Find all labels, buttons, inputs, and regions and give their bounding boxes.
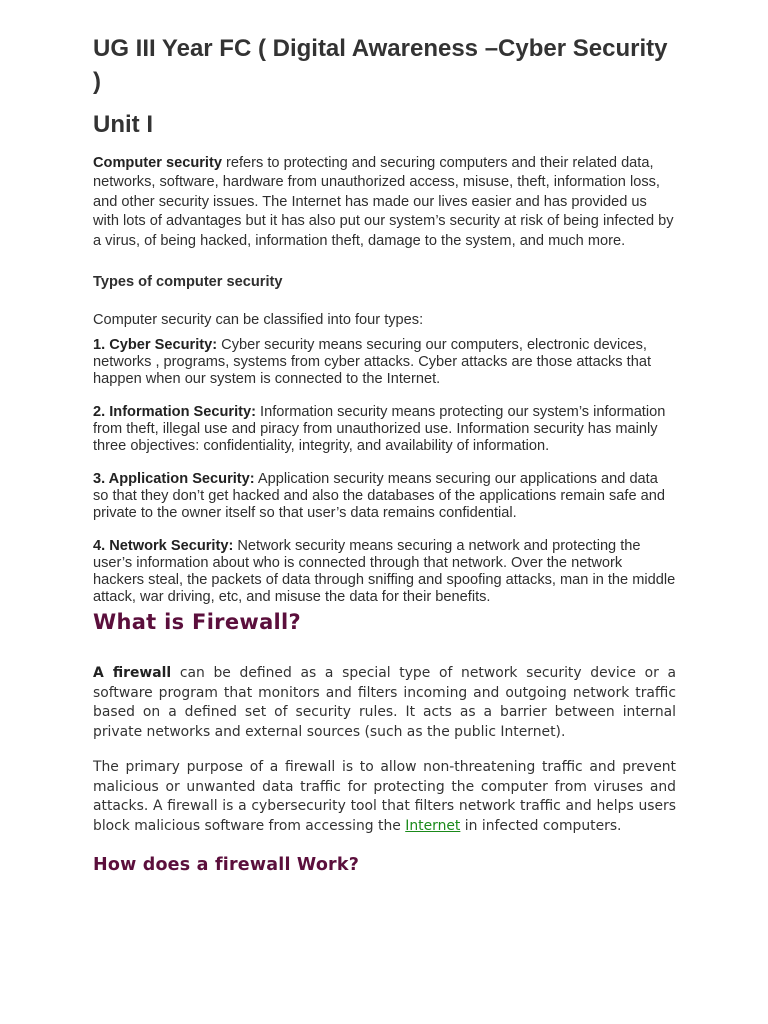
security-type-label: 1. Cyber Security: (93, 337, 218, 354)
intro-text: refers to protecting and securing computers and their related data, networks, software, hardware from unauthorized access, misuse, theft, information loss, and other security issues. The Internet has made our lives easier and has provided us with lots of advantages but it has also put our system’s security at risk of being infected by a virus, of being hacked, information theft, damage to the system, and much more. (93, 155, 674, 249)
internet-link[interactable]: Internet (405, 817, 461, 834)
security-type-text: Network security means securing a network and protecting the user’s information about who is connected through that network. Over the network hackers steal, the packets of data through sniffing and spoofing attacks, man in the middle attack, war driving, etc, and misuse the data for their benefits. (93, 538, 676, 606)
how-firewall-works-heading: How does a firewall Work? (93, 855, 360, 876)
security-type-label: 2. Information Security: (93, 404, 256, 421)
security-type-item (93, 404, 676, 455)
firewall-definition-paragraph (93, 664, 676, 742)
firewall-purpose-text: The primary purpose of a firewall is to allow non-threatening traffic and prevent malicious or unwanted data traffic for protecting the computer from viruses and attacks. A firewall is a cybersecurity tool that filters network traffic and helps users block malicious software from accessing the (93, 759, 676, 834)
document-title: UG III Year FC ( Digital Awareness –Cyber Security ) (93, 35, 668, 95)
security-type-text: Cyber security means securing our computers, electronic devices, networks , programs, systems from cyber attacks. Cyber attacks are those attacks that happen when our system is connected to the Internet. (93, 337, 652, 388)
security-type-item (93, 538, 676, 606)
intro-term: Computer security (93, 155, 222, 171)
security-type-text: Information security means protecting our system’s information from theft, illegal use and piracy from unauthorized use. Information security has mainly three objectives: confidentiality, integrity, and availability of information. (93, 404, 666, 455)
firewall-definition-text: can be defined as a special type of network security device or a software program that monitors and filters incoming and outgoing network traffic based on a defined set of security rules. It acts as a barrier between internal private networks and external sources (such as the public Internet). (93, 665, 676, 740)
firewall-purpose-paragraph (93, 758, 676, 836)
document-page (93, 32, 676, 877)
intro-paragraph (93, 154, 676, 251)
classify-text: Computer security can be classified into four types: (93, 312, 424, 329)
types-heading: Types of computer security (93, 274, 283, 291)
security-type-label: 4. Network Security: (93, 538, 234, 555)
security-type-text: Application security means securing our applications and data so that they don’t get hacked and also the databases of the applications remain safe and private to the owner itself so that user’s data remains confidential. (93, 471, 665, 522)
firewall-purpose-text-end: in infected computers. (460, 817, 622, 834)
security-type-label: 3. Application Security: (93, 471, 255, 488)
firewall-term: A firewall (93, 665, 172, 682)
security-type-item (93, 337, 676, 388)
security-type-item (93, 471, 676, 522)
unit-heading: Unit I (93, 111, 153, 138)
firewall-heading: What is Firewall? (93, 610, 302, 635)
